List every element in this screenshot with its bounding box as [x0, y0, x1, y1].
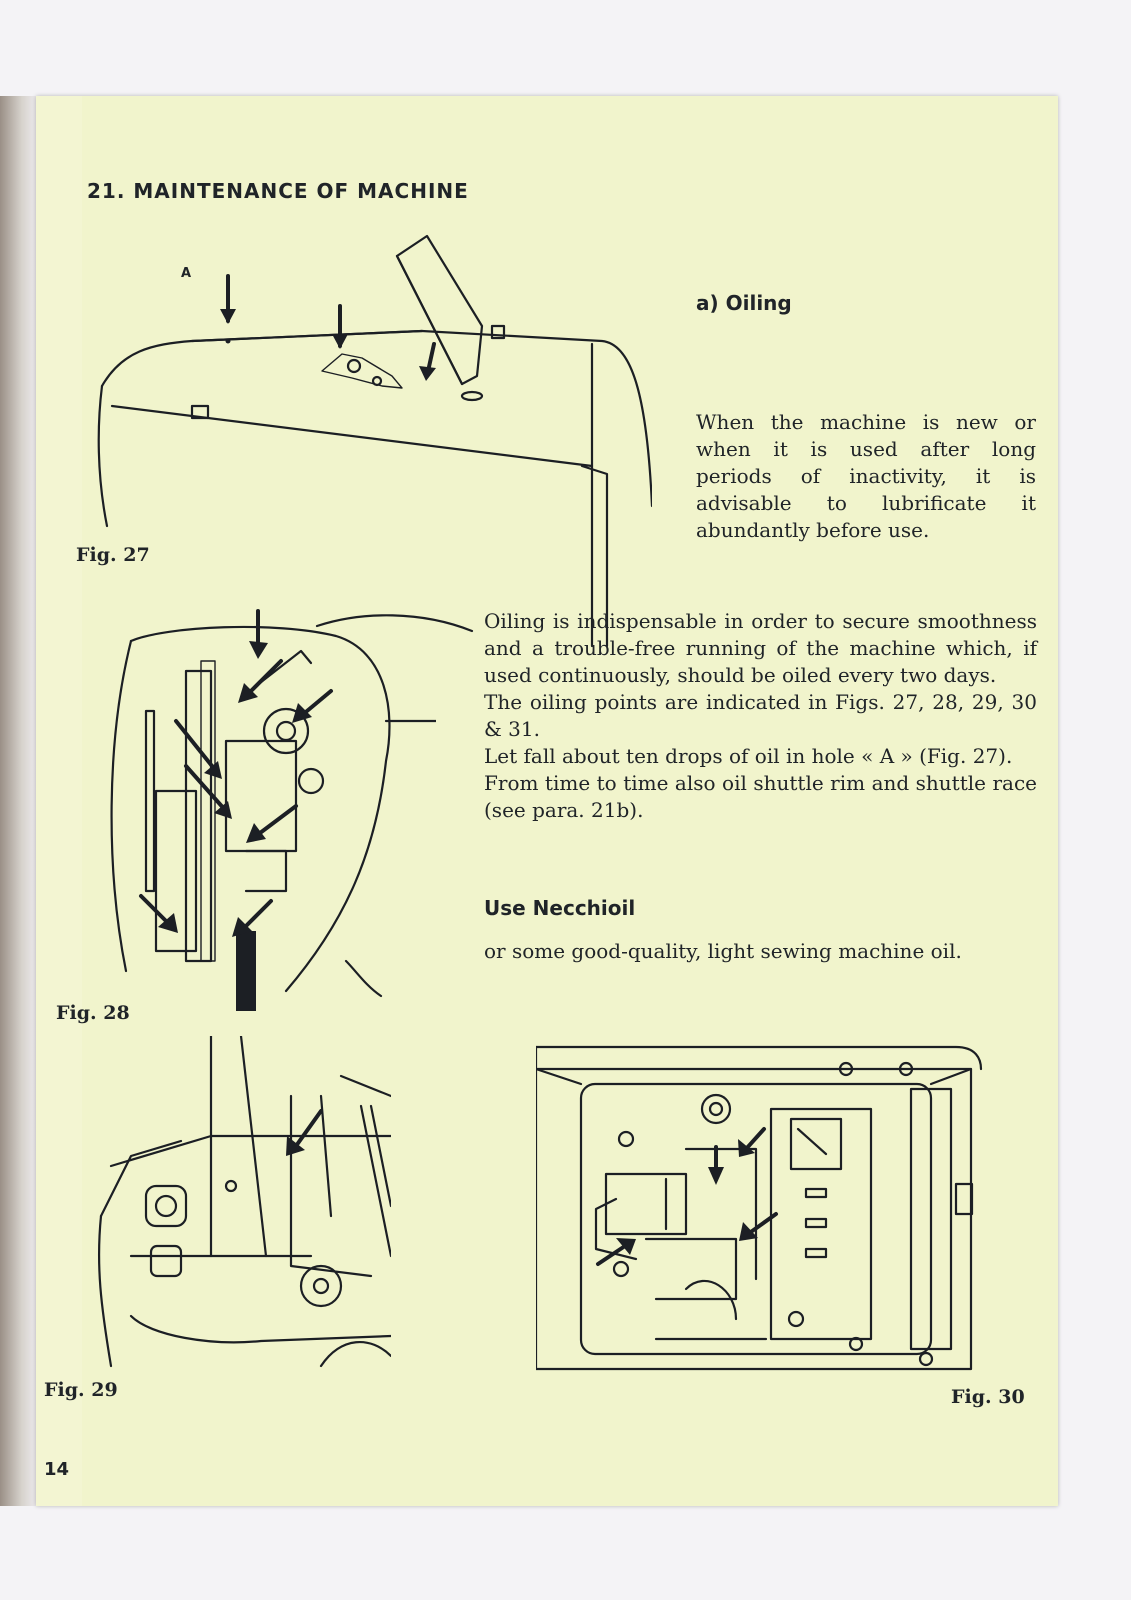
figure-29-illustration [91, 1036, 391, 1376]
hole-a-label: A [181, 266, 192, 281]
oiling-intro: When the machine is new or when it is used after long periods of inactivity, it is advisable to lubrificate it abundantly before use. [696, 410, 1036, 542]
manual-page [36, 96, 1058, 1506]
figure-30-caption: Fig. 30 [951, 1386, 1025, 1408]
oiling-heading: a) Oiling [696, 291, 792, 315]
paragraph-shuttle: From time to time also oil shuttle rim and shuttle race (see para. 21b). [484, 771, 1037, 822]
figure-27-caption: Fig. 27 [76, 544, 150, 566]
oiling-instructions [484, 608, 1037, 824]
section-heading: 21. MAINTENANCE OF MACHINE [87, 179, 469, 203]
paragraph-oiling-points: The oiling points are indicated in Figs. 27, 28, 29, 30 & 31. [484, 690, 1037, 741]
paragraph-hole-a: Let fall about ten drops of oil in hole « A » (Fig. 27). [484, 744, 1013, 768]
figure-28-illustration [86, 591, 436, 1011]
figure-30-illustration [536, 1039, 996, 1374]
oil-heading: Use Necchioil [484, 896, 636, 920]
facing-page-edge [0, 96, 36, 1506]
page-number: 14 [44, 1459, 70, 1480]
figure-29-caption: Fig. 29 [44, 1379, 118, 1401]
figure-28-caption: Fig. 28 [56, 1002, 130, 1024]
paragraph-oiling-indispensable: Oiling is indispensable in order to secure smoothness and a trouble-free running of the machine which, if used continuously, should be oiled every two days. [484, 609, 1037, 687]
oil-text: or some good-quality, light sewing machine oil. [484, 939, 962, 963]
